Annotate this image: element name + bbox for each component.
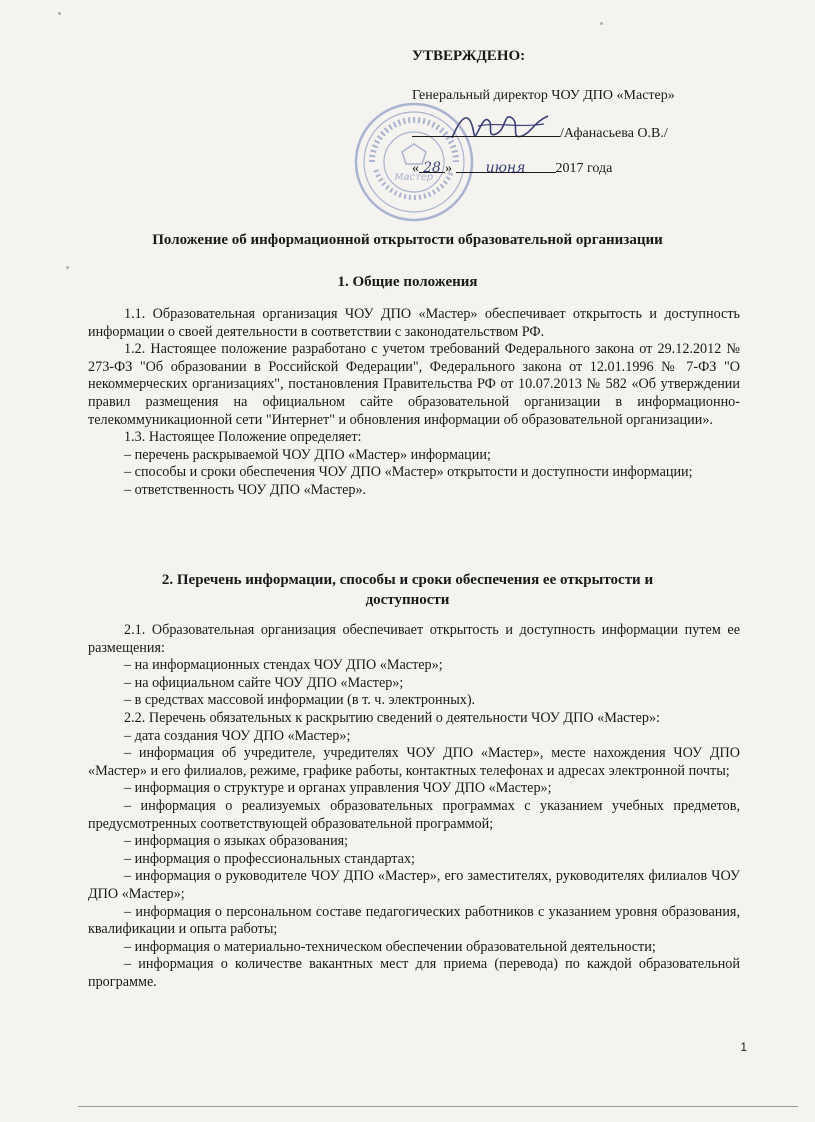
- section-2-heading-line-2: доступности: [365, 592, 450, 608]
- list-item: – информация о профессиональных стандартах;: [124, 850, 415, 867]
- date-quote-open: «: [412, 161, 419, 176]
- list-item: – ответственность ЧОУ ДПО «Мастер».: [124, 481, 367, 498]
- section-2-body: [88, 622, 740, 991]
- paragraph-1-1: 1.1. Образовательная организация ЧОУ ДПО «Мастер» обеспечивает открытость и доступность информации о своей деятельности в соответствии с законодательством РФ.: [88, 306, 740, 340]
- page-number: 1: [740, 1040, 747, 1054]
- date-month: июня: [456, 158, 556, 173]
- document-title: Положение об информационной открытости образовательной организации: [152, 232, 663, 248]
- signature-underline: [412, 122, 560, 137]
- date-day: 28: [419, 158, 445, 173]
- section-2-heading: [0, 570, 815, 610]
- paragraph-1-2: 1.2. Настоящее положение разработано с учетом требований Федерального закона от 29.12.2012 № 273-ФЗ "Об образовании в Российской Федерации", Федерального закона от 12.01.1996 № 7-ФЗ "О некоммерческих организациях", постановления Правительства РФ от 10.07.2013 № 582 «Об утверждении правил размещения на официальном сайте образовательной организации в информационно-телекоммуникационной сети "Интернет" и обновления информации об образовательной организации».: [88, 341, 740, 428]
- list-item: – информация о реализуемых образовательных программах с указанием учебных предметов, предусмотренных соответствующей образовательной программой;: [88, 797, 740, 832]
- paper-speck: [58, 12, 61, 15]
- list-item: – информация об учредителе, учредителях ЧОУ ДПО «Мастер», месте нахождения ЧОУ ДПО «Мастер» и его филиалов, режиме, графике работы, контактных телефонах и адресах электронной почты;: [88, 745, 740, 779]
- date-year: 2017 года: [555, 161, 613, 176]
- director-position: Генеральный директор ЧОУ ДПО «Мастер»: [412, 88, 675, 103]
- list-item: – информация о руководителе ЧОУ ДПО «Мастер», его заместителях, руководителях филиалов ЧОУ ДПО «Мастер»;: [88, 868, 740, 902]
- paragraph-2-2: 2.2. Перечень обязательных к раскрытию сведений о деятельности ЧОУ ДПО «Мастер»:: [124, 709, 661, 726]
- list-item: – дата создания ЧОУ ДПО «Мастер»;: [124, 727, 351, 744]
- list-item: – на информационных стендах ЧОУ ДПО «Мастер»;: [124, 657, 443, 674]
- approval-heading: УТВЕРЖДЕНО:: [412, 48, 526, 64]
- list-item: – информация о языках образования;: [124, 833, 349, 850]
- list-item: – на официальном сайте ЧОУ ДПО «Мастер»;: [124, 674, 404, 691]
- list-item: – информация о структуре и органах управления ЧОУ ДПО «Мастер»;: [124, 780, 552, 797]
- signature-name: /Афанасьева О.В./: [560, 126, 668, 141]
- approval-date: [412, 158, 612, 179]
- list-item: – в средствах массовой информации (в т. ч. электронных).: [124, 692, 476, 709]
- list-item: – перечень раскрываемой ЧОУ ДПО «Мастер» информации;: [124, 446, 491, 463]
- paragraph-1-3: 1.3. Настоящее Положение определяет:: [124, 429, 362, 446]
- page-bottom-edge: [78, 1106, 798, 1107]
- list-item: – информация о персональном составе педагогических работников с указанием уровня образования, квалификации и опыта работы;: [88, 903, 740, 938]
- paragraph-2-1: 2.1. Образовательная организация обеспечивает открытость и доступность информации путем ее размещения:: [88, 622, 740, 656]
- paper-speck: [66, 266, 69, 269]
- section-1-heading: 1. Общие положения: [337, 274, 478, 290]
- stamp-text: Мастер: [394, 172, 434, 183]
- paper-speck: [600, 22, 603, 25]
- section-1-body: [88, 306, 740, 500]
- list-item: – способы и сроки обеспечения ЧОУ ДПО «Мастер» открытости и доступности информации;: [124, 464, 693, 481]
- date-quote-close: »: [445, 161, 452, 176]
- list-item: – информация о материально-техническом обеспечении образовательной деятельности;: [124, 938, 656, 955]
- section-2-heading-line-1: 2. Перечень информации, способы и сроки обеспечения ее открытости и: [161, 572, 654, 588]
- list-item: – информация о количестве вакантных мест для приема (перевода) по каждой образовательной программе.: [88, 956, 740, 990]
- signature-line: [412, 122, 668, 144]
